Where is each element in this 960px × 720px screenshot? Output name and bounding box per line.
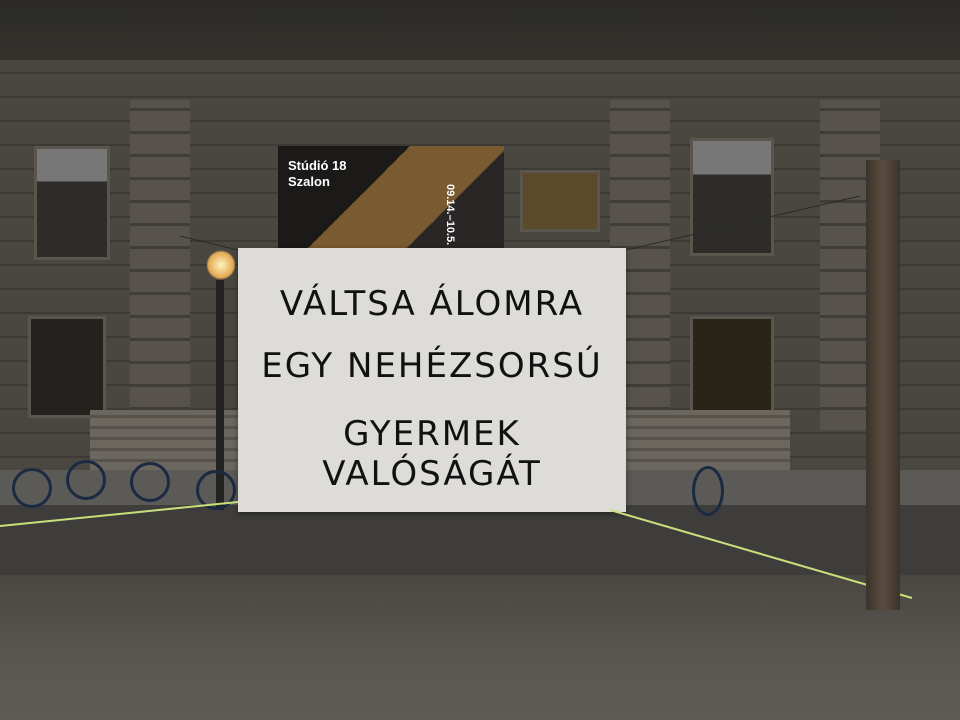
poster-dates: 09.14.–10.5. [444, 184, 456, 246]
tree-trunk [866, 160, 900, 610]
banner-line-1: VÁLTSA ÁLOMRA [279, 284, 585, 324]
banner-line-2: EGY NEHÉZSORSÚ [261, 346, 603, 386]
rope-left [0, 502, 238, 526]
rope-top-right [626, 196, 860, 250]
banner-line-3: GYERMEK VALÓSÁGÁT [322, 414, 542, 494]
poster-title: Stúdió 18 Szalon [288, 158, 347, 189]
rope-top-left [180, 236, 238, 250]
